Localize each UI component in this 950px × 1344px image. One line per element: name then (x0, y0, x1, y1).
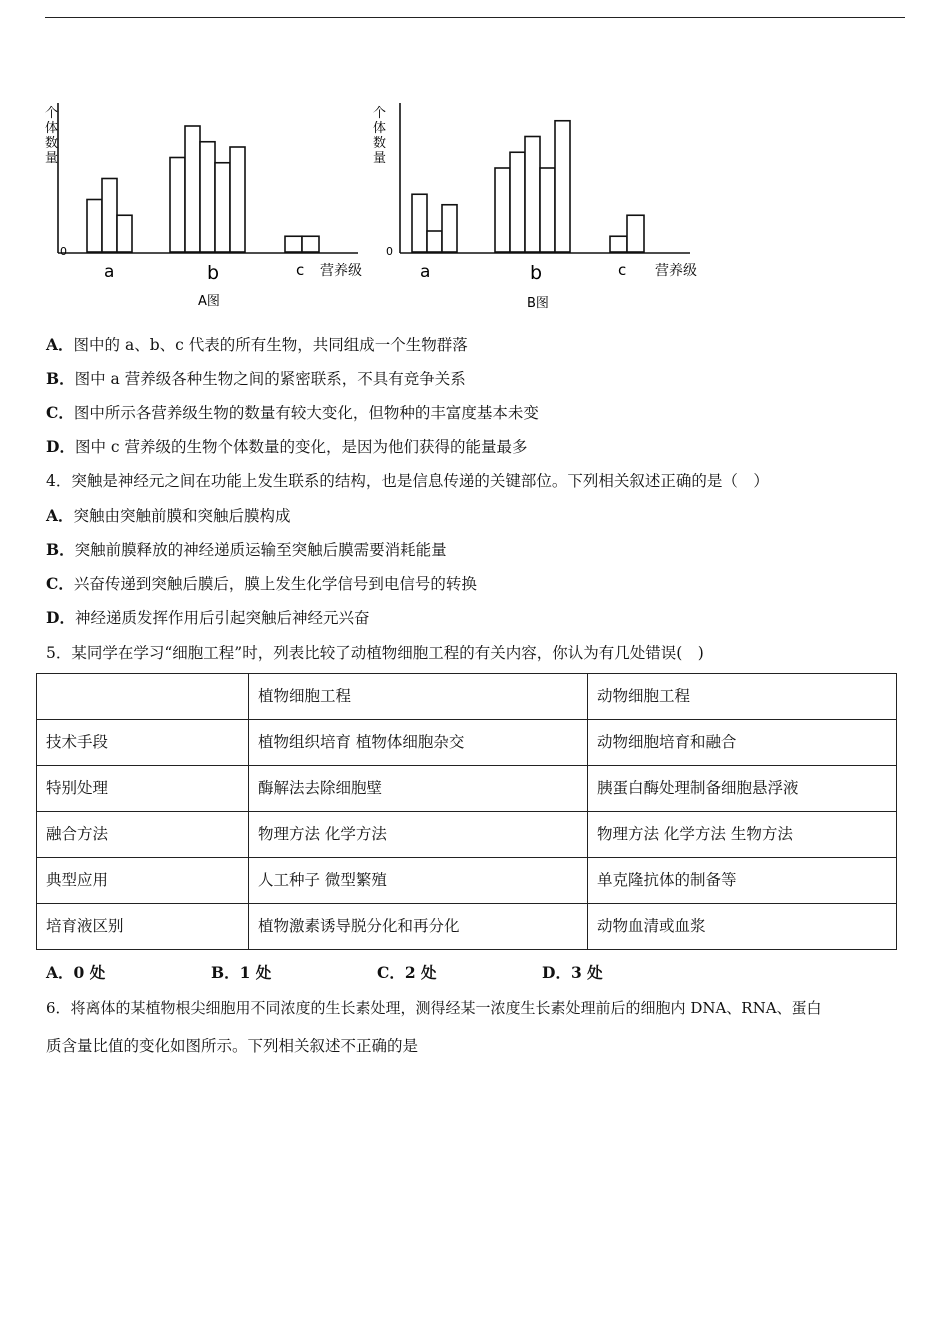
q4-option-b-label: B． (46, 540, 75, 559)
table-header-cell (37, 674, 249, 720)
chart-a-xlabel: 营养级 (320, 263, 362, 279)
q6-stem-line2: 质含量比值的变化如图所示。下列相关叙述不正确的是 (46, 1037, 419, 1055)
table-cell: 人工种子 微型繁殖 (249, 858, 588, 904)
q3-option-a-text: 图中的 a、b、c 代表的所有生物，共同组成一个生物群落 (73, 336, 468, 354)
chart-b-ylabel-2: 体 (373, 121, 387, 136)
chart-b-cat-a: a (420, 262, 431, 282)
chart-b-cat-c: c (618, 261, 627, 279)
q6-stem-line1: 6．将离体的某植物根尖细胞用不同浓度的生长素处理，测得经某一浓度生长素处理前后的细胞内 DNA、RNA、蛋白 (46, 999, 822, 1017)
q4-option-a (46, 506, 291, 526)
chartB-bar-c-2 (627, 215, 644, 252)
chartB-bar-c-1 (610, 236, 627, 252)
q3-option-c-text: 图中所示各营养级生物的数量有较大变化，但物种的丰富度基本未变 (73, 404, 539, 422)
table-row (37, 904, 897, 950)
chartA-bar-b-3 (200, 142, 215, 252)
q4-stem: 4．突触是神经元之间在功能上发生联系的结构，也是信息传递的关键部位。下列相关叙述正确的是（ ） (46, 472, 769, 490)
q3-option-c-label: C． (46, 403, 74, 422)
table-cell: 融合方法 (37, 812, 249, 858)
table-row (37, 766, 897, 812)
chart-b-ylabel-1: 个 (373, 106, 387, 121)
chart-a-cat-c: c (296, 261, 305, 279)
chart-b-origin: 0 (386, 245, 393, 258)
q4-option-d-label: D． (46, 608, 75, 627)
chartA-bar-a-3 (117, 215, 132, 252)
chart-a (45, 103, 362, 309)
table-cell: 动物细胞培育和融合 (588, 720, 897, 766)
table-row (37, 720, 897, 766)
chart-a-origin: 0 (60, 245, 67, 258)
q4-option-d (46, 608, 369, 628)
chart-b-cat-b: b (530, 262, 543, 284)
table-cell: 动物血清或血浆 (588, 904, 897, 950)
q4-option-b (46, 540, 447, 560)
table-cell: 典型应用 (37, 858, 249, 904)
chart-a-ylabel-3: 数 (45, 136, 59, 151)
chartB-bar-a-3 (442, 205, 457, 252)
chart-b-caption: B图 (527, 296, 549, 311)
q4-option-c (46, 574, 477, 594)
figure-svg (40, 95, 720, 320)
q3-option-d-text: 图中 c 营养级的生物个体数量的变化，是因为他们获得的能量最多 (74, 438, 528, 456)
chartB-bar-b-3 (525, 137, 540, 253)
q5-option-c: C．2 处 (377, 963, 437, 982)
chartB-bar-b-5 (555, 121, 570, 252)
table-cell: 特别处理 (37, 766, 249, 812)
q3-option-d-label: D． (46, 437, 75, 456)
chart-a-ylabel-1: 个 (45, 106, 59, 121)
q3-option-d (46, 437, 528, 457)
chartA-bar-c-2 (302, 236, 319, 252)
table-header-cell: 动物细胞工程 (588, 674, 897, 720)
q5-option-d: D．3 处 (542, 963, 603, 982)
table-row (37, 812, 897, 858)
chart-a-ylabel-4: 量 (45, 151, 59, 166)
chartA-bar-b-5 (230, 147, 245, 252)
table-cell: 物理方法 化学方法 (249, 812, 588, 858)
food-chain-figure (40, 95, 720, 320)
chart-a-ylabel-2: 体 (45, 121, 59, 136)
comparison-table (36, 673, 897, 950)
q3-option-b-text: 图中 a 营养级各种生物之间的紧密联系，不具有竞争关系 (74, 370, 466, 388)
q4-option-c-label: C． (46, 574, 74, 593)
q3-option-a-label: A． (46, 335, 74, 354)
table-cell: 植物组织培育 植物体细胞杂交 (249, 720, 588, 766)
table-cell: 单克隆抗体的制备等 (588, 858, 897, 904)
chartA-bar-c-1 (285, 236, 302, 252)
chartA-bar-b-2 (185, 126, 200, 252)
chartA-bar-b-1 (170, 158, 185, 253)
chart-b-ylabel-3: 数 (373, 136, 387, 151)
chart-a-caption: A图 (198, 294, 220, 309)
q4-option-b-text: 突触前膜释放的神经递质运输至突触后膜需要消耗能量 (74, 541, 447, 559)
chartB-bar-b-4 (540, 168, 555, 252)
chart-b-ylabel-4: 量 (373, 151, 387, 166)
q5-option-b: B．1 处 (211, 963, 272, 982)
chartA-bar-a-1 (87, 200, 102, 253)
chartB-bar-a-1 (412, 194, 427, 252)
table-header-cell: 植物细胞工程 (249, 674, 588, 720)
table-cell: 胰蛋白酶处理制备细胞悬浮液 (588, 766, 897, 812)
q4-option-c-text: 兴奋传递到突触后膜后，膜上发生化学信号到电信号的转换 (73, 575, 477, 593)
chart-a-cat-b: b (207, 262, 220, 284)
header-rule (45, 17, 905, 18)
chartA-bar-a-2 (102, 179, 117, 253)
table-cell: 培育液区别 (37, 904, 249, 950)
table-header-row (37, 674, 897, 720)
q4-option-a-text: 突触由突触前膜和突触后膜构成 (73, 507, 291, 525)
chartB-bar-b-1 (495, 168, 510, 252)
q3-option-a (46, 335, 468, 355)
table-cell: 物理方法 化学方法 生物方法 (588, 812, 897, 858)
q3-option-b (46, 369, 466, 389)
table-cell: 酶解法去除细胞壁 (249, 766, 588, 812)
table-cell: 植物激素诱导脱分化和再分化 (249, 904, 588, 950)
chartA-bar-b-4 (215, 163, 230, 252)
q3-option-b-label: B． (46, 369, 75, 388)
q4-option-a-label: A． (46, 506, 74, 525)
chartB-bar-a-2 (427, 231, 442, 252)
chartB-bar-b-2 (510, 152, 525, 252)
q5-option-a: A．0 处 (46, 963, 106, 982)
q4-option-d-text: 神经递质发挥作用后引起突触后神经元兴奋 (74, 609, 370, 627)
q5-stem: 5．某同学在学习“细胞工程”时，列表比较了动植物细胞工程的有关内容，你认为有几处错误( ) (46, 644, 704, 662)
chart-b (373, 103, 697, 311)
chart-b-xlabel: 营养级 (655, 263, 697, 279)
table-cell: 技术手段 (37, 720, 249, 766)
q3-option-c (46, 403, 539, 423)
chart-a-cat-a: a (104, 262, 115, 282)
table-row (37, 858, 897, 904)
